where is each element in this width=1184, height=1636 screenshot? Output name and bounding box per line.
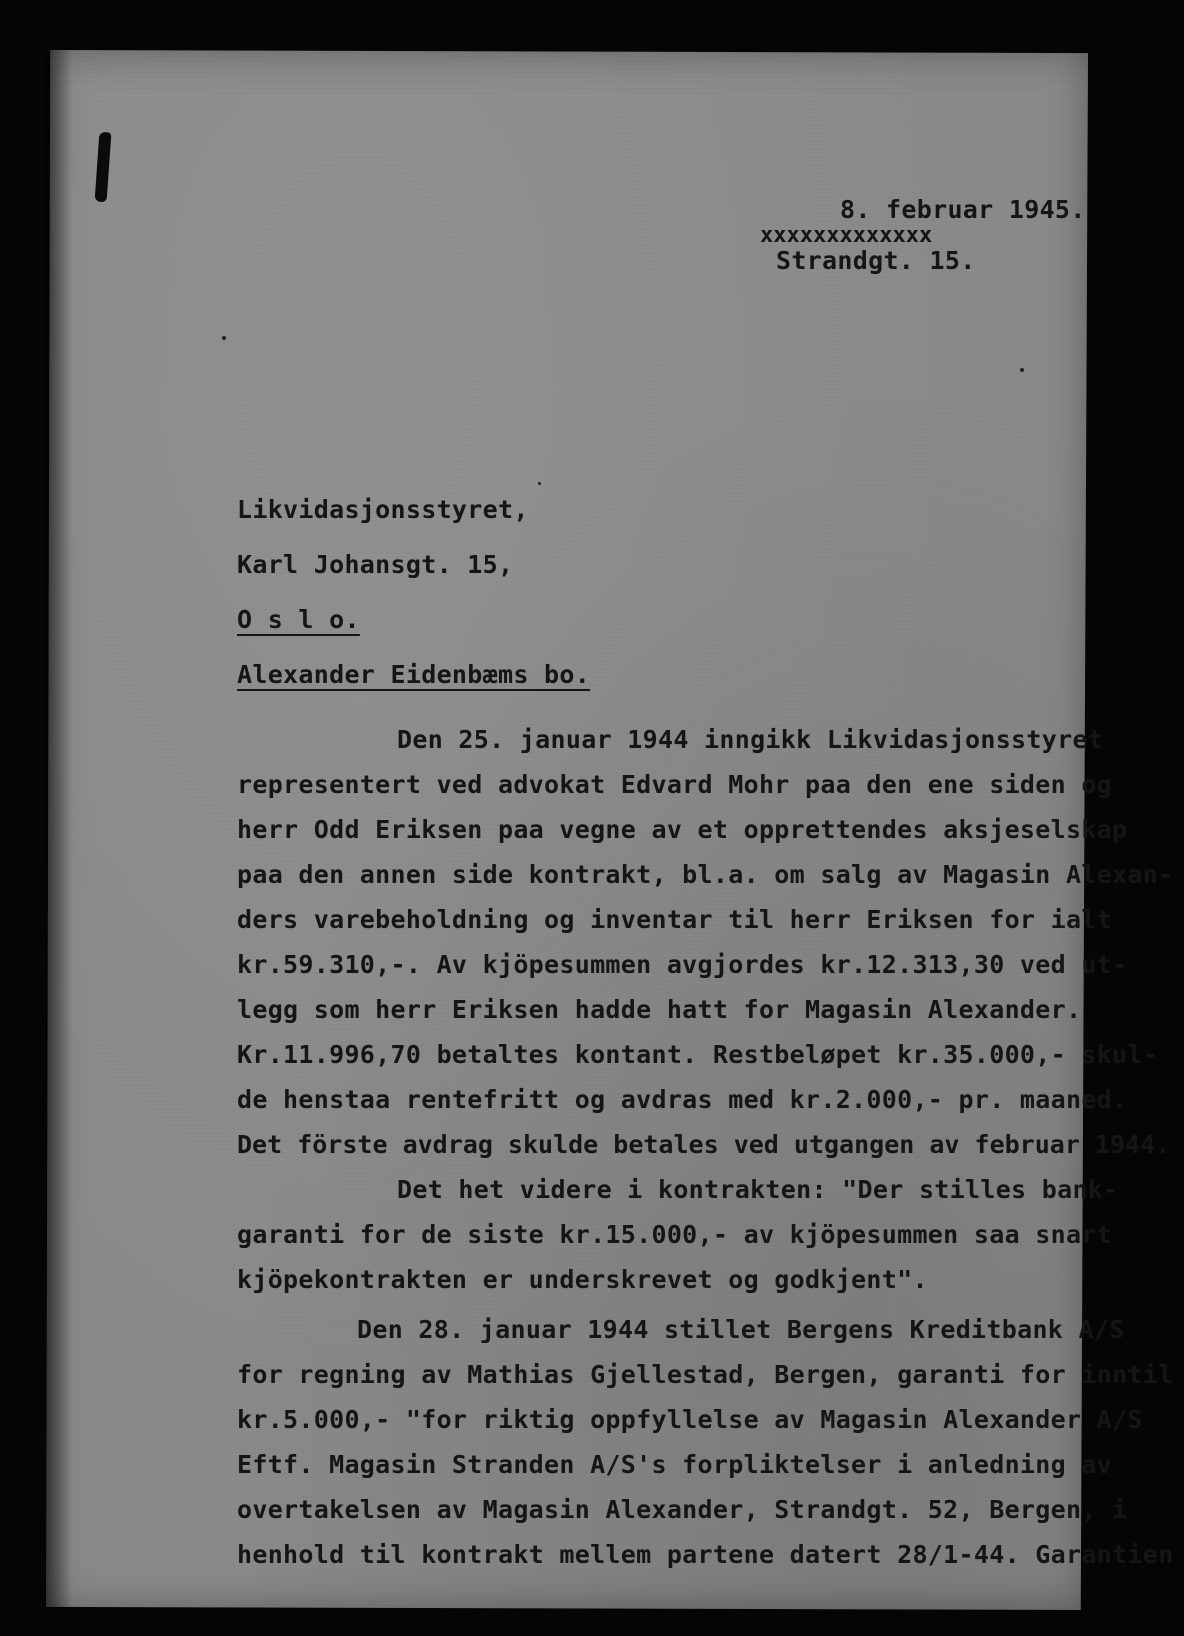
body-line: overtakelsen av Magasin Alexander, Strandgt. 52, Bergen, i [237,1495,1128,1524]
struck-out-line: xxxxxxxxxxxxx [760,223,933,248]
recipient-name: Likvidasjonsstyret, [237,495,529,524]
body-line: ders varebeholdning og inventar til herr Eriksen for ialt [237,905,1113,934]
body-line: kjöpekontrakten er underskrevet og godkjent". [237,1265,928,1294]
body-line: Det het videre i kontrakten: "Der stilles bank- [397,1175,1119,1204]
body-line: Den 25. januar 1944 inngikk Likvidasjonsstyret [397,725,1104,754]
body-line: garanti for de siste kr.15.000,- av kjöpesummen saa snart [237,1220,1113,1249]
body-line: kr.5.000,- "for riktig oppfyllelse av Magasin Alexander A/S [237,1405,1143,1434]
speck [222,336,226,340]
body-line: Den 28. januar 1944 stillet Bergens Kreditbank A/S [357,1315,1125,1344]
body-line: legg som herr Eriksen hadde hatt for Magasin Alexander. [237,995,1082,1024]
body-line: henhold til kontrakt mellem partene datert 28/1-44. Garantien [237,1540,1174,1569]
recipient-city: O s l o. [237,605,360,634]
body-line: for regning av Mathias Gjellestad, Bergen, garanti for inntil [237,1360,1174,1389]
paper-edge-shadow [46,50,72,1610]
body-line: representert ved advokat Edvard Mohr paa den ene siden og [237,770,1113,799]
body-line: herr Odd Eriksen paa vegne av et opprettendes aksjeselskap [237,815,1128,844]
sender-address: Strandgt. 15. [776,246,976,275]
speck [538,482,541,485]
body-line: de henstaa rentefritt og avdras med kr.2.000,- pr. maaned. [237,1085,1128,1114]
body-line: kr.59.310,-. Av kjöpesummen avgjordes kr.12.313,30 ved ut- [237,950,1128,979]
recipient-street: Karl Johansgt. 15, [237,550,514,579]
speck [1020,368,1024,372]
letter-subject: Alexander Eidenbæms bo. [237,660,591,689]
body-line: Eftf. Magasin Stranden A/S's forpliktelser i anledning av [237,1450,1113,1479]
letter-date: 8. februar 1945. [840,195,1086,224]
body-line: Kr.11.996,70 betaltes kontant. Restbeløpet kr.35.000,- skul- [237,1040,1159,1069]
body-line: Det förste avdrag skulde betales ved utgangen av februar 1944. [237,1130,1171,1159]
body-line: paa den annen side kontrakt, bl.a. om salg av Magasin Alexan- [237,860,1174,889]
